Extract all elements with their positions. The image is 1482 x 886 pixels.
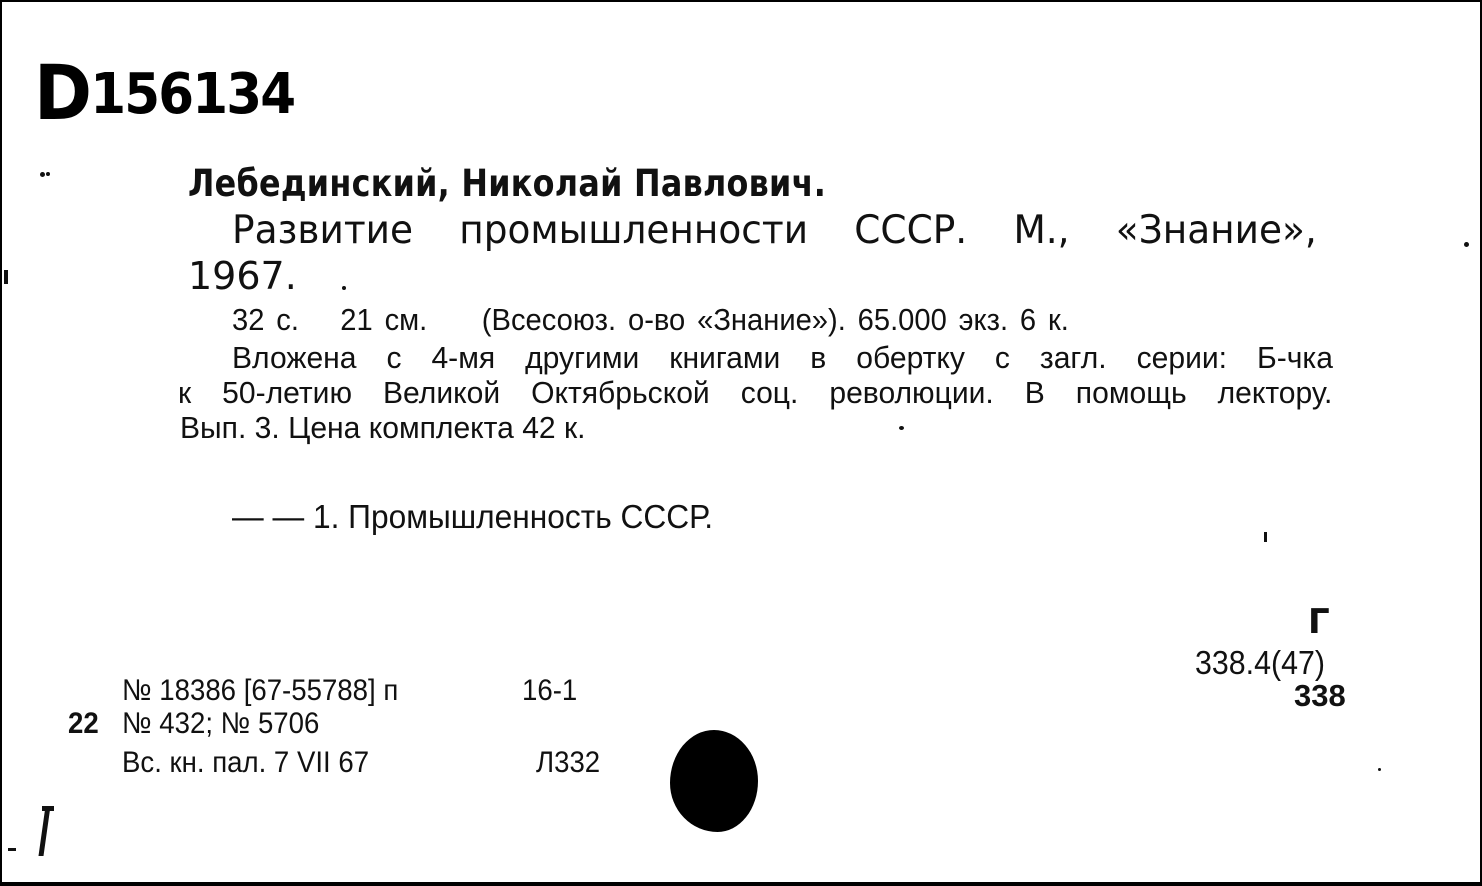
imprint-line-2: № 432; № 5706 (122, 707, 320, 740)
handwritten-corner-mark (38, 806, 50, 856)
collation-pages: 32 с. (232, 302, 299, 337)
imprint-line-1: № 18386 [67-55788] п (122, 674, 399, 707)
handwritten-corner-mark-top (42, 806, 54, 811)
imprint-line-3: Вс. кн. пал. 7 VII 67 (122, 746, 370, 779)
scan-speck (899, 426, 904, 430)
imprint-line-1-code: 16-1 (522, 674, 578, 707)
scan-speck (46, 172, 50, 176)
note-line-1: Вложена с 4-мя другими книгами в обертку с загл. серии: Б-чка (232, 340, 1333, 375)
collation-line (232, 302, 1069, 338)
subject-heading: — — 1. Промышленность СССР. (232, 498, 714, 535)
punch-hole (670, 730, 758, 832)
scan-speck (1264, 532, 1267, 542)
classification-handwritten-mark: Г (1308, 602, 1330, 642)
scan-speck (4, 270, 8, 284)
shelf-mark-prefix: D (34, 48, 91, 137)
shelf-mark (34, 48, 294, 137)
scan-speck (342, 286, 346, 290)
note-line-2: к 50-летию Великой Октябрьской соц. революции. В помощь лектору. (178, 375, 1333, 410)
scan-speck (8, 848, 16, 851)
catalog-card (2, 2, 1480, 882)
shelf-mark-number: 156134 (90, 62, 295, 127)
collation-series: (Всесоюз. о-во «Знание»). 65.000 экз. 6 к. (481, 302, 1069, 337)
scan-speck (40, 172, 45, 177)
udc-classification: 338.4(47) (1195, 644, 1325, 681)
scan-speck (1464, 242, 1469, 247)
publication-year: 1967. (188, 254, 297, 298)
scan-speck (1378, 768, 1381, 771)
udc-short: 338 (1294, 678, 1346, 713)
note-line-3: Вып. 3. Цена комплекта 42 к. (180, 410, 586, 445)
author-heading: Лебединский, Николай Павлович. (188, 162, 827, 205)
imprint-line-3-code: Л332 (536, 746, 601, 779)
title-line: Развитие промышленности СССР. М., «Знание», (232, 208, 1317, 253)
collation-size: 21 см. (340, 302, 428, 337)
imprint-line-2-number: 22 (68, 707, 99, 740)
